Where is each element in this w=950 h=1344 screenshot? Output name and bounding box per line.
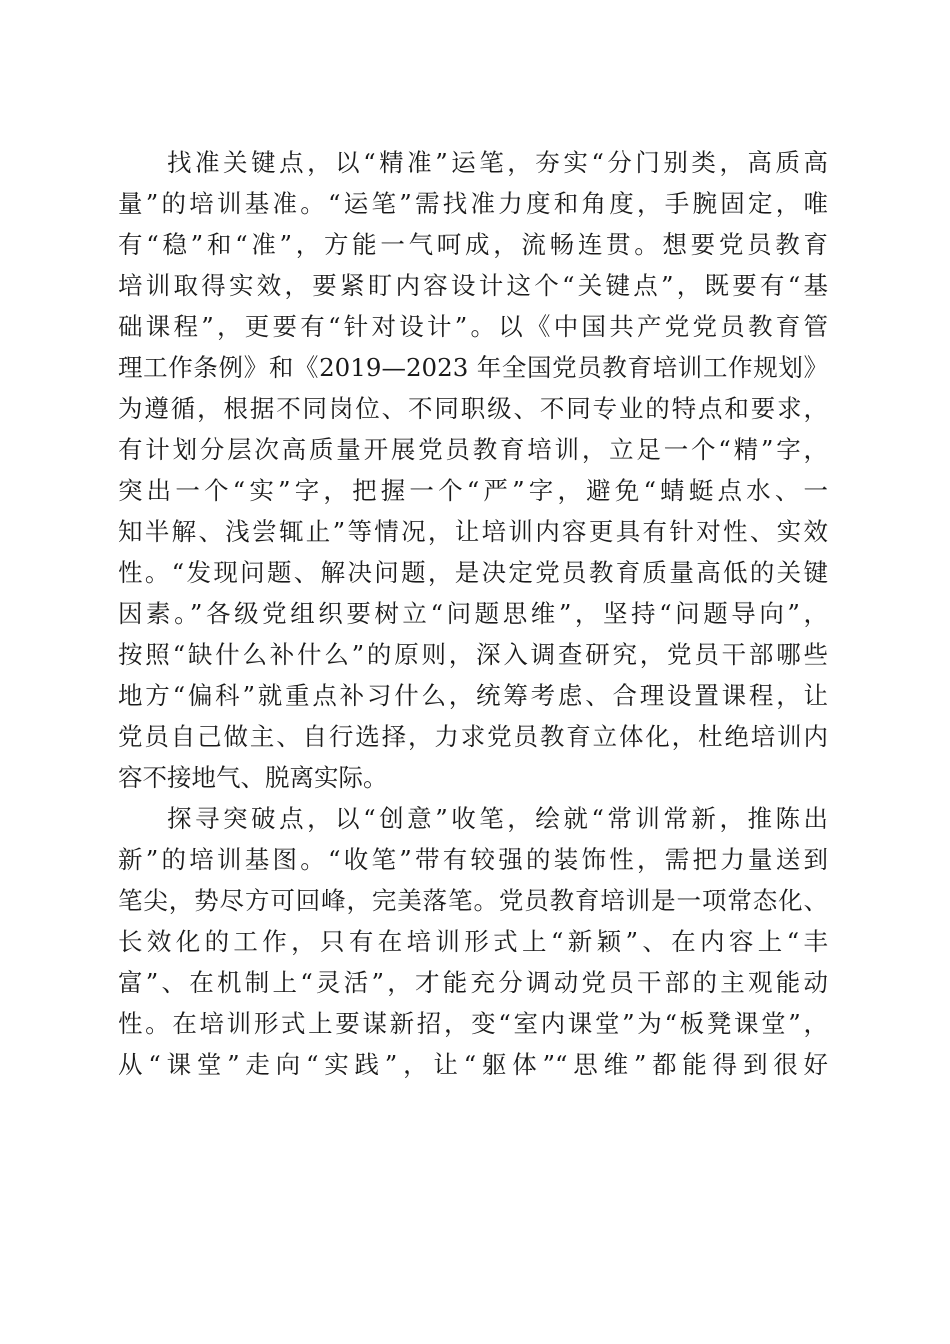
- paragraph-line: 按照“缺什么补什么”的原则，深入调查研究，党员干部哪些: [118, 640, 828, 669]
- paragraph-line: 探寻突破点，以“创意”收笔，绘就“常训常新，推陈出: [167, 804, 828, 833]
- paragraph-line: 富”、在机制上“灵活”，才能充分调动党员干部的主观能动: [118, 968, 828, 997]
- paragraph-2: [118, 798, 828, 1085]
- paragraph-line: 突出一个“实”字，把握一个“严”字，避免“蜻蜓点水、一: [118, 476, 828, 505]
- paragraph-line: 找准关键点，以“精准”运笔，夯实“分门别类，高质高: [167, 148, 828, 177]
- paragraph-line: 理工作条例》和《2019—2023 年全国党员教育培训工作规划》: [118, 353, 828, 382]
- paragraph-line: 有“稳”和“准”，方能一气呵成，流畅连贯。想要党员教育: [118, 230, 828, 259]
- paragraph-line: 培训取得实效，要紧盯内容设计这个“关键点”，既要有“基: [118, 271, 828, 300]
- paragraph-1: [118, 142, 828, 798]
- paragraph-line: 容不接地气、脱离实际。: [118, 763, 388, 792]
- paragraph-line: 性。在培训形式上要谋新招，变“室内课堂”为“板凳课堂”，: [118, 1009, 828, 1038]
- paragraph-line: 笔尖，势尽方可回峰，完美落笔。党员教育培训是一项常态化、: [118, 886, 828, 915]
- paragraph-line: 有计划分层次高质量开展党员教育培训，立足一个“精”字，: [118, 435, 828, 464]
- paragraph-line: 础课程”，更要有“针对设计”。以《中国共产党党员教育管: [118, 312, 828, 341]
- document-body: [118, 142, 828, 1085]
- paragraph-line: 性。“发现问题、解决问题，是决定党员教育质量高低的关键: [118, 558, 828, 587]
- paragraph-line: 知半解、浅尝辄止”等情况，让培训内容更具有针对性、实效: [118, 517, 828, 546]
- paragraph-line: 党员自己做主、自行选择，力求党员教育立体化，杜绝培训内: [118, 722, 828, 751]
- paragraph-line: 从“课堂”走向“实践”，让“躯体”“思维”都能得到很好: [118, 1050, 828, 1079]
- paragraph-line: 新”的培训基图。“收笔”带有较强的装饰性，需把力量送到: [118, 845, 828, 874]
- paragraph-line: 为遵循，根据不同岗位、不同职级、不同专业的特点和要求，: [118, 394, 828, 423]
- paragraph-line: 因素。”各级党组织要树立“问题思维”，坚持“问题导向”，: [118, 599, 828, 628]
- paragraph-line: 长效化的工作，只有在培训形式上“新颖”、在内容上“丰: [118, 927, 828, 956]
- paragraph-line: 量”的培训基准。“运笔”需找准力度和角度，手腕固定，唯: [118, 189, 828, 218]
- paragraph-line: 地方“偏科”就重点补习什么，统筹考虑、合理设置课程，让: [118, 681, 828, 710]
